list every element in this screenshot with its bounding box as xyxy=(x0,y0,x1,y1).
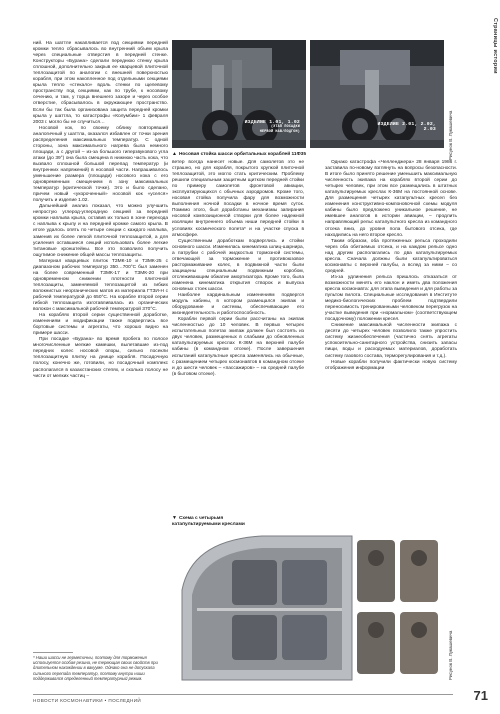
paragraph: Снижение максимальной численности экипажа с десяти до четырех человек позволило также упростить систему жизнеобеспечения (частично снять агрегаты успокоительно-санитарного устройства, снизить запасы пищи, воды и расходуемых материалов, доработать систему газового состава, терморегулирования и т.д.). xyxy=(325,323,457,359)
paragraph: Дальнейший анализ показал, что можно улучшить непростую углерод-углеродную секцией за передней кромки наплыва крыла, оставив их только в зоне перехода с наплыва к крылу и на передней кромке самого крыла. В итоге удалось опять по четыре секции с каждого наплыва, заменив их более легкой плиточной теплозащитой, а для усиления оставшиеся секций использовать более легкие титановые кронштейны. Все это позволило получить ощутимое снижение общей массы теплозащиты. xyxy=(33,204,168,258)
paragraph: Существенным доработкам подверглись и стойки основного шасси. Изменилась кинематика шлиц-шарнира, а патрубки с рабочей жидкостью тормозной системы, отвечающей за торможение и противоюзовое растормаживание колес, в подвижной части были защищены специальным подвижным коробом, отслеживающим обжатие амортизатора. Кроме того, была изменена кинематика открытия створок и выпуска основных стоек шасси. xyxy=(172,238,304,292)
text-column-3 xyxy=(325,160,457,372)
caption-text: Схема с четырьмя xyxy=(178,516,224,521)
footnote: * Наши шасси не герметичны, поэтому для торможения используется особая резина, не теряющая своих свойств при длительном нахождении в вакууме. Однако она не допускала сильного перепада температур, поэтому внутри ниши поддерживался определенный температурный режим. xyxy=(33,655,158,681)
label-text: (ЭТАП ПОСАДКИ xyxy=(270,125,300,129)
text-column-2 xyxy=(172,160,304,378)
section-label: Страницы истории xyxy=(492,18,498,74)
cabin-cutaway-illustration xyxy=(172,530,446,690)
label-text: ИЗДЕЛИЕ 2.01, 2.02, xyxy=(377,122,436,127)
paragraph: Однако катастрофа «Челленджера» 28 января 1986 г. заставила по-новому взглянуть на вопросы безопасности. В итоге было принято решение уменьшить максимальную численность экипажа на кораблях второй серии до четырех человек, при этом все размещались в штатных катапультируемых креслах К-36М на постоянной основе. Для размещения четырех катапультных кресел без изменения конструктивно-компоновочной схемы модуля кабины было предложено уникальное решение, не имевшее аналогов в истории авиации, – продлить направляющий рельс катапультного кресла из командного отсека вниз, до уровня пола бытового отсека, где находились на него второе кресло. xyxy=(325,160,457,238)
figure-credit-gear: Рисунок В. Лукашевича xyxy=(448,110,453,160)
caption-text: Носовая стойка шасси орбитальных кораблей 11Ф35 xyxy=(178,152,307,157)
label-text: НЕРВОЙ НАВ/ПОДГОН) xyxy=(259,130,300,134)
footer-rule xyxy=(33,694,453,695)
text-column-1 xyxy=(33,41,168,380)
landing-gear-photo-left xyxy=(172,40,306,148)
caption-text: катапультируемыми креслами xyxy=(172,522,245,527)
label-text: ИЗДЕЛИЕ 1.01, 1.02 xyxy=(244,120,300,125)
page-number: 71 xyxy=(473,688,488,703)
paragraph: Таким образом, оба протяженных рельса проходили через оба обитаемых отсека, и на каждом рельсе одно над другим располагались по два катапультируемых кресла. Сначала должны были катапультироваться космонавты с верхней палубы, а вслед за ними – со средней. xyxy=(325,238,457,274)
triangle-icon: ▼ xyxy=(172,515,177,521)
figure-credit-cabin: Рисунок В. Лукашевича xyxy=(448,630,453,680)
label-text: 2.03 xyxy=(423,127,436,132)
figure-label-right xyxy=(378,122,437,132)
paragraph: ветер всегда нанесет новые. Для самолетов это не страшно, но для корабля, покрытого хрупкой плиточной теплозащитой, это могло стать критическим. Проблему решили специальным защитным щитком передней стойки по примеру самолетов фронтовой авиации, эксплуатирующихся с обычных аэродромов. Кроме того, носовая стойка получила фару для возможности выполнения ночной посадки в ночное время суток. Помимо этого, был доработаны механизмы запирания носовой композиционной створки для более надежной изоляции внутреннего объема ниши передней стойки в условиях космического полета* и на участке спуска в атмосфере. xyxy=(172,160,304,238)
footer-text: НОВОСТИ КОСМОНАВТИКИ • ПОСЛЕДНИЙ xyxy=(33,698,142,703)
triangle-icon: ▲ xyxy=(172,151,177,157)
figure-caption-gear xyxy=(172,151,452,158)
paragraph: ний. На шаттле накапливается под секциями передней кромки тепло сбрасывалось во внутренний объем крыла через специальные отверстия в передней стенке. Конструкторы «Бурана» сделали переднюю стенку крыла сплошной, дополнительно закрыв ее кварцевой плиточной теплозащитой по аналогии с внешней поверхностью корабля, при этом накопленное под отдельными секциями крыла тепло «стекало» вдоль стенки по щелевому пространству под секциями, как по трубе, к носовому сечению, и там, у торца внешнего зазоре и через особое отверстие, сбрасывалось в окружающее пространство. Если бы так была организована защита передней кромки крыла у шаттла, то катастрофы «Колумбии» 1 февраля 2003 г. могло бы не случиться… xyxy=(33,41,168,125)
paragraph: При посадке «Бурана» во время пробега по полосе многочисленные мелкие камешки, вылетавшие из-под передних колес носовой опоры, сильно посекли теплозащитную плитку на днище корабля. Посадочную полосу, конечно же, готовили, но посадочный комплекс располагался в казахстанских степях, и сколько полосу не чисти от мелких частиц – xyxy=(33,337,168,379)
paragraph: Из-за удлинения рельса пришлось отказаться от возможности менять его наклон и иметь два положения кресла космонавта: для этапа выведения и для работы за пультом пилота. Специальные исследования в Институте медико-биологических проблем подтвердили переносимость тренированными человеком перегрузок на участке выведения при «нормальном» (соответствующем посадочному) положении кресел. xyxy=(325,274,457,323)
paragraph: Корабли первой серии были рассчитаны на экипаж численностью до 10 человек. В первых четырех испытательных полетах экипаж должен был состоять из двух человек, размещенных в слабыми до обновленных катапультируемых креслах К-36М на верхней палубе кабины (в командном отсеке). После завершения испытаний катапультные кресла заменялись на обычные, с размещением четырех космонавтов в командном отсеке и до шести человек – «пассажиров» – на средней палубе (в бытовом отсеке). xyxy=(172,317,304,377)
paragraph: Носовой кок, по своему облику повторявший аналогичный у шаттла, оказался избавлен от точки зрения распределения максимальных температур. С одной стороны, зона максимального нагрева была немного площади, а с другой – из-за большого гиперзвукового угла атаки (до 39°) она была смещена в нижнюю часть кока, что вызвало сплошной большой перепад температур (и внутренних напряжений) в носовой части. Напрашивалось уменьшение размера (площади) носового кока с его одновременным смещением в зону максимальных температур (критической точке). Это и было сделано, причем новый «укороченный» носовой кок «уселся» получить и изделие 1.02. xyxy=(33,125,168,204)
paragraph: Материал кварцевых плиток ТЗМК-10 и ТЗМК-25 с диапазоном рабочих температур 350…700°C был заменен на более современный ТЗМК-17 и ТЗМК-20 при одновременном снижении плотности плиточной теплозащиты, заменяемой теплозащитой из гибких волокнистых неорганических матов из материала ГТЗИ-Н с рабочей температурой до 650°C. На корабле второй серии гибкой теплозащита изготавливалась из органических волокон с максимальной рабочей температурой 370°C. xyxy=(33,258,168,313)
footnote-divider xyxy=(33,652,73,653)
figure-caption-cabin xyxy=(172,515,302,528)
figure-label-left xyxy=(245,120,300,135)
paragraph: Новые корабли получили фактически новую систему отображения информации xyxy=(325,359,457,371)
landing-gear-photo-right xyxy=(310,40,444,148)
paragraph: На кораблях второй серии существенной доработке, изменениям и модификации также подверглись все бортовые системы и агрегаты, что хорошо видно на примере шасси. xyxy=(33,313,168,337)
paragraph: Наиболее кардинальным изменениям подвергся модуль кабины, в котором размещался экипаж и оборудование и системы, обеспечивающие его жизнедеятельность и работоспособность. xyxy=(172,293,304,317)
